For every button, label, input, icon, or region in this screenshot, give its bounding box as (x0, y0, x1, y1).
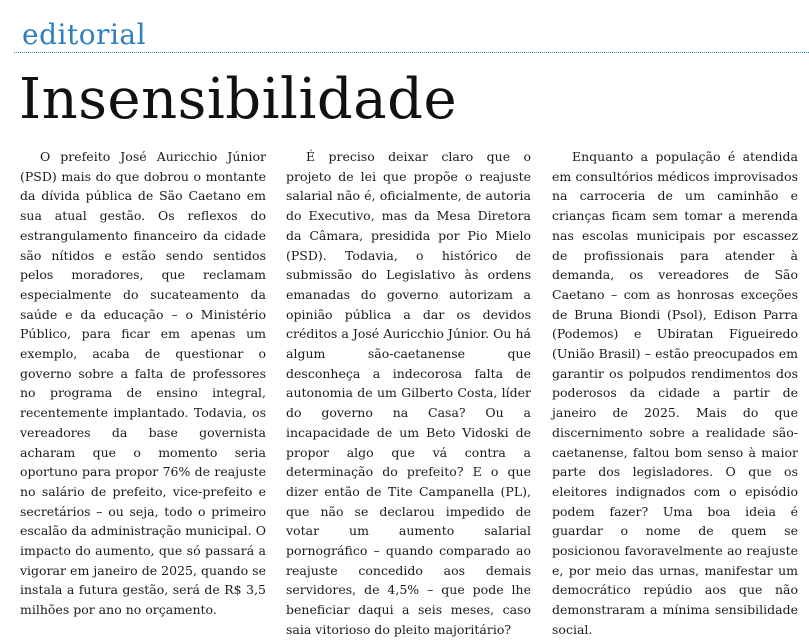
section-label: editorial (22, 18, 147, 51)
article-column-1 (20, 147, 266, 620)
article-paragraph: É preciso deixar claro que o projeto de lei que propõe o reajuste salarial não é, oficialmente, de autoria do Executivo, mas da Mesa Diretora da Câmara, presidida por Pio Mielo (PSD). Todavia, o histórico de submissão do Legislativo às ordens emanadas do governo autorizam a opinião pública a dar os devidos créditos a José Auricchio Júnior. Ou há algum são-caetanense que desconheça a indecorosa falta de autonomia de um Gilberto Costa, líder do governo na Casa? Ou a incapacidade de um Beto Vidoski de propor algo que vá contra a determinação do prefeito? E o que dizer então de Tite Campanella (PL), que não se declarou impedido de votar um aumento salarial pornográfico – quando comparado ao reajuste concedido aos demais servidores, de 4,5% – que pode lhe beneficiar daqui a seis meses, caso saia vitorioso do pleito majoritário? (286, 149, 531, 637)
section-divider (14, 52, 809, 53)
article-paragraph: O prefeito José Auricchio Júnior (PSD) mais do que dobrou o montante da dívida pública de São Caetano em sua atual gestão. Os reflexos do estrangulamento financeiro da cidade são nítidos e estão sendo sentidos pelos moradores, que reclamam especialmente do sucateamento da saúde e da educação – o Ministério Público, para ficar em apenas um exemplo, acaba de questionar o governo sobre a falta de professores no programa de ensino integral, recentemente implantado. Todavia, os vereadores da base governista acharam que o momento seria oportuno para propor 76% de reajuste no salário de prefeito, vice-prefeito e secretários – ou seja, todo o primeiro escalão da administração municipal. O impacto do aumento, que só passará a vigorar em janeiro de 2025, quando se instala a futura gestão, será de R$ 3,5 milhões por ano no orçamento. (20, 149, 266, 618)
article-paragraph: Enquanto a população é atendida em consultórios médicos improvisados na carroceria de um caminhão e crianças ficam sem tomar a merenda nas escolas municipais por escassez de profissionais para atender à demanda, os vereadores de São Caetano – com as honrosas exceções de Bruna Biondi (Psol), Edison Parra (Podemos) e Ubiratan Figueiredo (União Brasil) – estão preocupados em garantir os polpudos rendimentos dos poderosos da cidade a partir de janeiro de 2025. Mais do que discernimento sobre a realidade são-caetanense, faltou bom senso à maior parte dos legisladores. O que os eleitores indignados com o episódio podem fazer? Uma boa ideia é guardar o nome de quem se posicionou favoravelmente ao reajuste e, por meio das urnas, manifestar um democrático repúdio aos que não demonstraram a mínima sensibilidade social. (552, 149, 798, 637)
article-column-3 (552, 147, 798, 640)
headline: Insensibilidade (19, 67, 458, 132)
article-column-2 (286, 147, 531, 640)
